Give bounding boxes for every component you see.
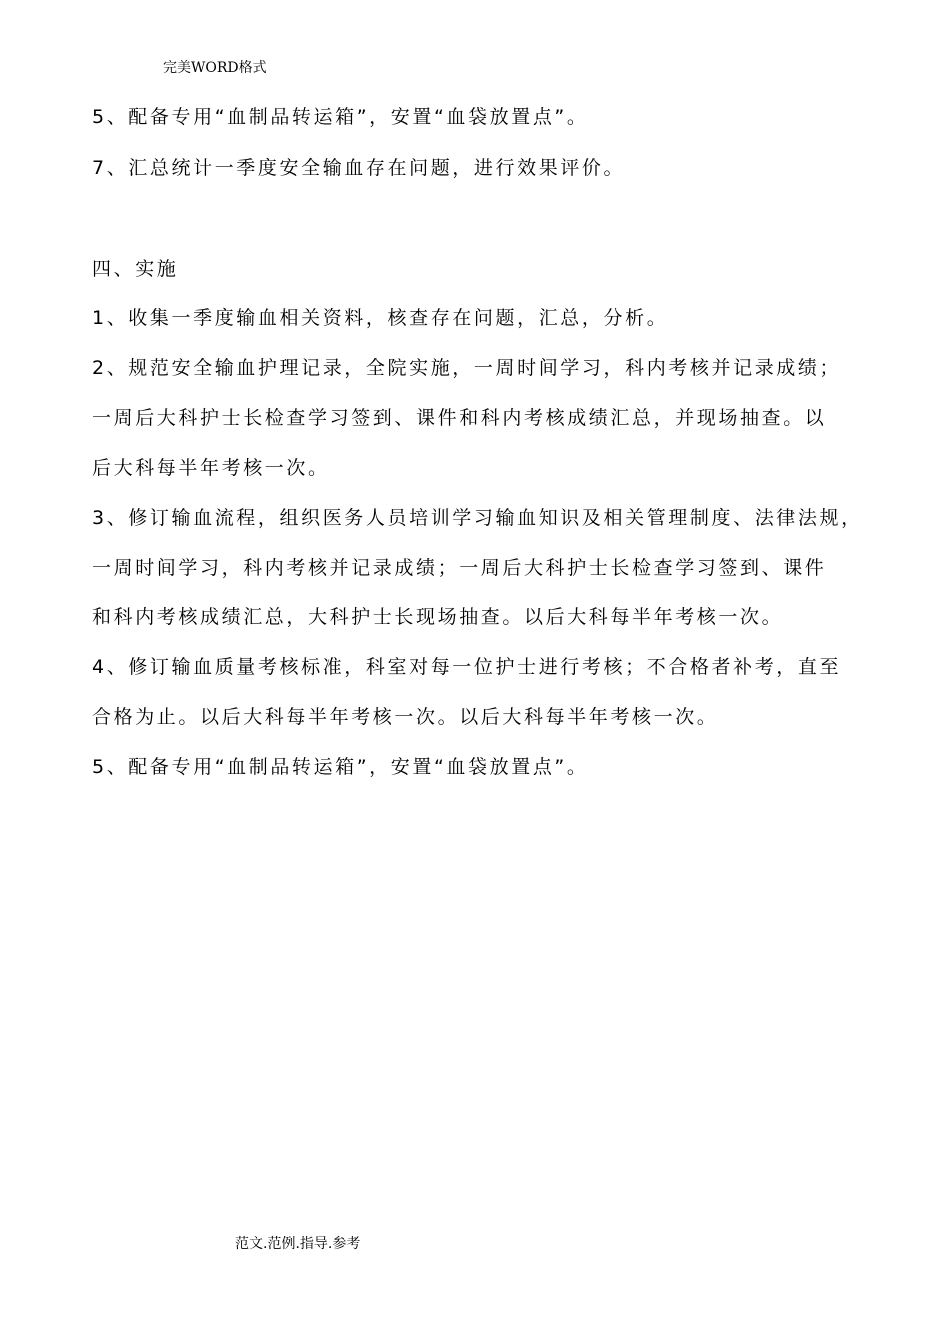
text-line: 一周时间学习，科内考核并记录成绩；一周后大科护士长检查学习签到、课件 (92, 557, 827, 579)
text-line: 后大科每半年考核一次。 (92, 457, 330, 479)
text-line: 和科内考核成绩汇总，大科护士长现场抽查。以后大科每半年考核一次。 (92, 606, 784, 628)
text-line: 5、配备专用“血制品转运箱”，安置“血袋放置点”。 (92, 756, 589, 778)
text-line: 4、修订输血质量考核标准，科室对每一位护士进行考核；不合格者补考，直至 (92, 656, 842, 678)
text-line: 2、规范安全输血护理记录，全院实施，一周时间学习，科内考核并记录成绩； (92, 357, 842, 379)
page-header: 完美WORD格式 (163, 60, 267, 76)
text-line: 一周后大科护士长检查学习签到、课件和科内考核成绩汇总，并现场抽查。以 (92, 407, 827, 429)
section-heading: 四、实施 (92, 258, 179, 280)
page-footer: 范文.范例.指导.参考 (235, 1236, 361, 1252)
text-line: 合格为止。以后大科每半年考核一次。以后大科每半年考核一次。 (92, 706, 719, 728)
text-line: 3、修订输血流程，组织医务人员培训学习输血知识及相关管理制度、法律法规， (92, 507, 863, 529)
text-line: 1、收集一季度输血相关资料，核查存在问题，汇总，分析。 (92, 307, 669, 329)
text-line: 5、配备专用“血制品转运箱”，安置“血袋放置点”。 (92, 106, 589, 128)
text-line: 7、汇总统计一季度安全输血存在问题，进行效果评价。 (92, 157, 626, 179)
